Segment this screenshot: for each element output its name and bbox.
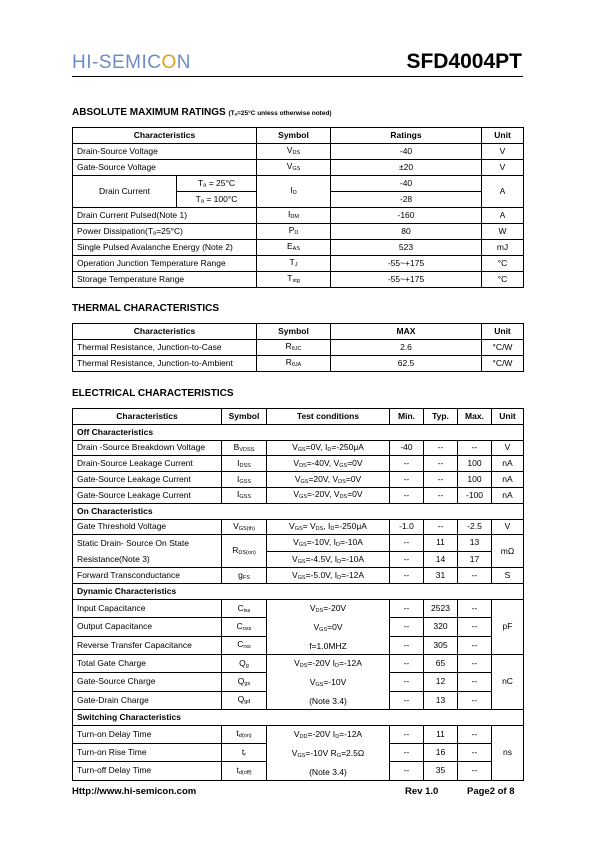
table-cell: --	[390, 744, 424, 762]
table-row	[73, 472, 524, 488]
table-cell: nC	[492, 654, 524, 709]
table-cell: --	[390, 725, 424, 743]
table-cell: 62.5	[331, 356, 482, 372]
table-cell: --	[458, 691, 492, 709]
table-cell: --	[458, 440, 492, 456]
table-cell: --	[390, 535, 424, 552]
table-cell: Thermal Resistance, Junction-to-Case	[73, 340, 257, 356]
table-cell: °C/W	[482, 340, 524, 356]
table-cell: $B_{VDSS}$	[222, 440, 267, 456]
table-cell: $V_{DS}=-20V$ $V_{GS}=0V$ f=1.0MHZ	[267, 599, 390, 654]
table-cell: Drain -Source Breakdown Voltage	[73, 440, 222, 456]
table-cell: Thermal Resistance, Junction-to-Ambient	[73, 356, 257, 372]
table-cell: 13	[458, 535, 492, 552]
table-cell: 16	[424, 744, 458, 762]
table-row	[73, 568, 524, 584]
column-header: Characteristics	[73, 409, 222, 425]
table-cell: --	[458, 673, 492, 691]
table-cell: --	[390, 691, 424, 709]
table-cell: --	[424, 456, 458, 472]
table-cell: $V_{DS}$	[257, 144, 331, 160]
table-cell: $T_J$	[257, 256, 331, 272]
table-cell: Power Dissipation(Tₐ=25°C)	[73, 224, 257, 240]
table-cell: 100	[458, 472, 492, 488]
table-cell: Gate-Source Voltage	[73, 160, 257, 176]
table-cell: $t_{d(on)}$	[222, 725, 267, 743]
table-cell: $V_{GS}$	[257, 160, 331, 176]
table-cell: -160	[331, 208, 482, 224]
table-cell: 100	[458, 456, 492, 472]
table-cell: Reverse Transfer Capacitance	[73, 636, 222, 654]
table-cell: --	[424, 440, 458, 456]
table-row	[73, 424, 524, 440]
column-header: Test conditions	[267, 409, 390, 425]
table-row	[73, 224, 524, 240]
table-row	[73, 128, 524, 144]
electrical-table	[72, 408, 524, 781]
table-cell: --	[390, 487, 424, 503]
table-row	[73, 340, 524, 356]
table-row	[73, 654, 524, 672]
table-cell: $R_{DS(on)}$	[222, 535, 267, 568]
group-header: Dynamic Characteristics	[73, 584, 524, 600]
column-header: Ratings	[331, 128, 482, 144]
table-cell: $C_{iss}$	[222, 599, 267, 617]
table-cell: --	[390, 568, 424, 584]
table-cell: V	[482, 160, 524, 176]
table-cell: $t_r$	[222, 744, 267, 762]
column-header: Characteristics	[73, 324, 257, 340]
table-cell: --	[390, 673, 424, 691]
table-cell: $V_{GS}=-20V$, $V_{DS}=0V$	[267, 487, 390, 503]
table-cell: Total Gate Charge	[73, 654, 222, 672]
group-header: Off Characteristics	[73, 424, 524, 440]
table-cell: -55~+175	[331, 272, 482, 288]
table-cell: -2.5	[458, 519, 492, 535]
table-cell: Forward Transconductance	[73, 568, 222, 584]
table-cell: Turn-on Delay Time	[73, 725, 222, 743]
thermal-title: THERMAL CHARACTERISTICS	[72, 303, 220, 314]
table-cell: ns	[492, 725, 524, 780]
table-cell: Drain Current	[73, 176, 177, 208]
table-row	[73, 208, 524, 224]
table-row	[73, 409, 524, 425]
table-row	[73, 144, 524, 160]
table-cell: --	[390, 599, 424, 617]
table-cell: --	[458, 725, 492, 743]
table-cell: $g_{FS}$	[222, 568, 267, 584]
table-cell: --	[424, 519, 458, 535]
table-cell: V	[492, 440, 524, 456]
table-cell: --	[390, 551, 424, 568]
table-cell: Input Capacitance	[73, 599, 222, 617]
table-cell: Turn-off Delay Time	[73, 762, 222, 780]
table-cell: $E_{AS}$	[257, 240, 331, 256]
table-cell: 2.6	[331, 340, 482, 356]
table-cell: $T_{stg}$	[257, 272, 331, 288]
table-cell: $Q_g$	[222, 654, 267, 672]
table-row	[73, 456, 524, 472]
table-row	[73, 599, 524, 617]
table-cell: Tₐ = 25°C	[177, 176, 257, 192]
table-row	[73, 584, 524, 600]
table-cell: ±20	[331, 160, 482, 176]
table-cell: 65	[424, 654, 458, 672]
table-cell: --	[458, 568, 492, 584]
footer-revision: Rev 1.0	[405, 786, 439, 797]
column-header: Symbol	[257, 128, 331, 144]
table-cell: $C_{oss}$	[222, 618, 267, 636]
table-cell: --	[390, 456, 424, 472]
column-header: MAX	[331, 324, 482, 340]
table-cell: $V_{GS}= V_{DS}$, $I_D=-250\mu A$	[267, 519, 390, 535]
group-header: On Characteristics	[73, 503, 524, 519]
table-cell: W	[482, 224, 524, 240]
table-cell: --	[424, 472, 458, 488]
table-cell: Gate Threshold Voltage	[73, 519, 222, 535]
table-cell: $V_{GS}=-10V$, $I_D=-10A$	[267, 535, 390, 552]
table-row	[73, 256, 524, 272]
thermal-table	[72, 323, 524, 372]
table-cell: Gate-Source Leakage Current	[73, 472, 222, 488]
table-cell: 17	[458, 551, 492, 568]
footer-divider	[72, 780, 523, 781]
table-cell: Static Drain- Source On State Resistance(Note 3)	[73, 535, 222, 568]
table-cell: nA	[492, 487, 524, 503]
table-row	[73, 356, 524, 372]
table-cell: Gate-Drain Charge	[73, 691, 222, 709]
column-header: Unit	[482, 324, 524, 340]
table-cell: A	[482, 176, 524, 208]
table-cell: $P_D$	[257, 224, 331, 240]
table-cell: $t_{d(off)}$	[222, 762, 267, 780]
table-cell: °C/W	[482, 356, 524, 372]
table-cell: Gate-Source Leakage Current	[73, 487, 222, 503]
table-cell: $V_{DS}=-40V$, $V_{GS}=0V$	[267, 456, 390, 472]
table-cell: Drain-Source Voltage	[73, 144, 257, 160]
table-cell: $V_{GS}=0V$, $I_D=-250\mu A$	[267, 440, 390, 456]
column-header: Symbol	[222, 409, 267, 425]
abs-max-title: ABSOLUTE MAXIMUM RATINGS (Tₐ=25°C unless otherwise noted)	[72, 107, 332, 118]
table-cell: °C	[482, 272, 524, 288]
table-cell: 13	[424, 691, 458, 709]
table-cell: mΩ	[492, 535, 524, 568]
table-cell: --	[458, 762, 492, 780]
table-row	[73, 535, 524, 552]
column-header: Characteristics	[73, 128, 257, 144]
table-cell: 2523	[424, 599, 458, 617]
table-cell: Operation Junction Temperature Range	[73, 256, 257, 272]
company-logo: HI-SEMICON	[72, 52, 192, 73]
table-cell: °C	[482, 256, 524, 272]
table-cell: $I_{DSS}$	[222, 456, 267, 472]
table-cell: -1.0	[390, 519, 424, 535]
table-cell: Storage Temperature Range	[73, 272, 257, 288]
table-cell: nA	[492, 456, 524, 472]
table-cell: Gate-Source Charge	[73, 673, 222, 691]
table-cell: $R_{\theta JC}$	[257, 340, 331, 356]
table-cell: --	[390, 654, 424, 672]
table-cell: Tₐ = 100°C	[177, 192, 257, 208]
table-cell: V	[482, 144, 524, 160]
table-cell: --	[458, 618, 492, 636]
table-cell: pF	[492, 599, 524, 654]
table-cell: 320	[424, 618, 458, 636]
table-cell: $I_{GSS}$	[222, 487, 267, 503]
table-cell: $C_{rss}$	[222, 636, 267, 654]
table-cell: 523	[331, 240, 482, 256]
table-cell: -40	[390, 440, 424, 456]
table-cell: $V_{GS}=20V$, $V_{DS}=0V$	[267, 472, 390, 488]
table-row	[73, 240, 524, 256]
table-cell: $I_{DM}$	[257, 208, 331, 224]
table-cell: $V_{GS(th)}$	[222, 519, 267, 535]
part-number: SFD4004PT	[406, 50, 522, 73]
table-cell: --	[390, 472, 424, 488]
group-header: Switching Characteristics	[73, 709, 524, 725]
table-cell: S	[492, 568, 524, 584]
table-row	[73, 519, 524, 535]
table-cell: 11	[424, 725, 458, 743]
table-row	[73, 440, 524, 456]
table-cell: Drain-Source Leakage Current	[73, 456, 222, 472]
table-cell: mJ	[482, 240, 524, 256]
table-cell: Drain Current Pulsed(Note 1)	[73, 208, 257, 224]
table-cell: --	[390, 762, 424, 780]
table-cell: --	[424, 487, 458, 503]
column-header: Typ.	[424, 409, 458, 425]
electrical-title: ELECTRICAL CHARACTERISTICS	[72, 388, 234, 399]
table-cell: 11	[424, 535, 458, 552]
table-cell: $V_{DS}=-20V$ $I_D=-12A$ $V_{GS}=-10V$ (Note 3.4)	[267, 654, 390, 709]
table-cell: -40	[331, 176, 482, 192]
table-row	[73, 503, 524, 519]
table-cell: A	[482, 208, 524, 224]
table-cell: nA	[492, 472, 524, 488]
table-cell: -40	[331, 144, 482, 160]
column-header: Unit	[492, 409, 524, 425]
table-row	[73, 176, 524, 192]
abs-max-table	[72, 127, 524, 288]
column-header: Symbol	[257, 324, 331, 340]
table-cell: 35	[424, 762, 458, 780]
table-cell: $I_{GSS}$	[222, 472, 267, 488]
table-cell: --	[390, 618, 424, 636]
table-cell: $Q_{gd}$	[222, 691, 267, 709]
table-cell: $V_{GS}=-4.5V$, $I_D=-10A$	[267, 551, 390, 568]
footer-url[interactable]: Http://www.hi-semicon.com	[72, 786, 197, 797]
table-cell: -100	[458, 487, 492, 503]
header-divider	[72, 76, 523, 77]
column-header: Max.	[458, 409, 492, 425]
table-cell: $V_{GS}=-5.0V$, $I_D=-12A$	[267, 568, 390, 584]
table-cell: 12	[424, 673, 458, 691]
table-cell: V	[492, 519, 524, 535]
table-cell: 305	[424, 636, 458, 654]
table-cell: 14	[424, 551, 458, 568]
table-cell: $V_{DD}=-20V$ $I_D=-12A$ $V_{GS}=-10V$ $R_G=2.5\Omega$ (Note 3.4)	[267, 725, 390, 780]
table-cell: $R_{\theta JA}$	[257, 356, 331, 372]
table-cell: $I_D$	[257, 176, 331, 208]
table-cell: --	[390, 636, 424, 654]
table-row	[73, 272, 524, 288]
table-cell: -55~+175	[331, 256, 482, 272]
table-row	[73, 487, 524, 503]
column-header: Unit	[482, 128, 524, 144]
table-cell: --	[458, 599, 492, 617]
footer-page-number: Page2 of 8	[467, 786, 515, 797]
table-cell: 31	[424, 568, 458, 584]
table-cell: --	[458, 744, 492, 762]
table-cell: $Q_{gs}$	[222, 673, 267, 691]
table-row	[73, 709, 524, 725]
table-cell: 80	[331, 224, 482, 240]
table-row	[73, 324, 524, 340]
table-cell: --	[458, 654, 492, 672]
column-header: Min.	[390, 409, 424, 425]
table-cell: --	[458, 636, 492, 654]
table-cell: Single Pulsed Avalanche Energy (Note 2)	[73, 240, 257, 256]
table-row	[73, 725, 524, 743]
table-cell: Turn-on Rise Time	[73, 744, 222, 762]
table-cell: Output Capacitance	[73, 618, 222, 636]
table-row	[73, 160, 524, 176]
table-cell: -28	[331, 192, 482, 208]
